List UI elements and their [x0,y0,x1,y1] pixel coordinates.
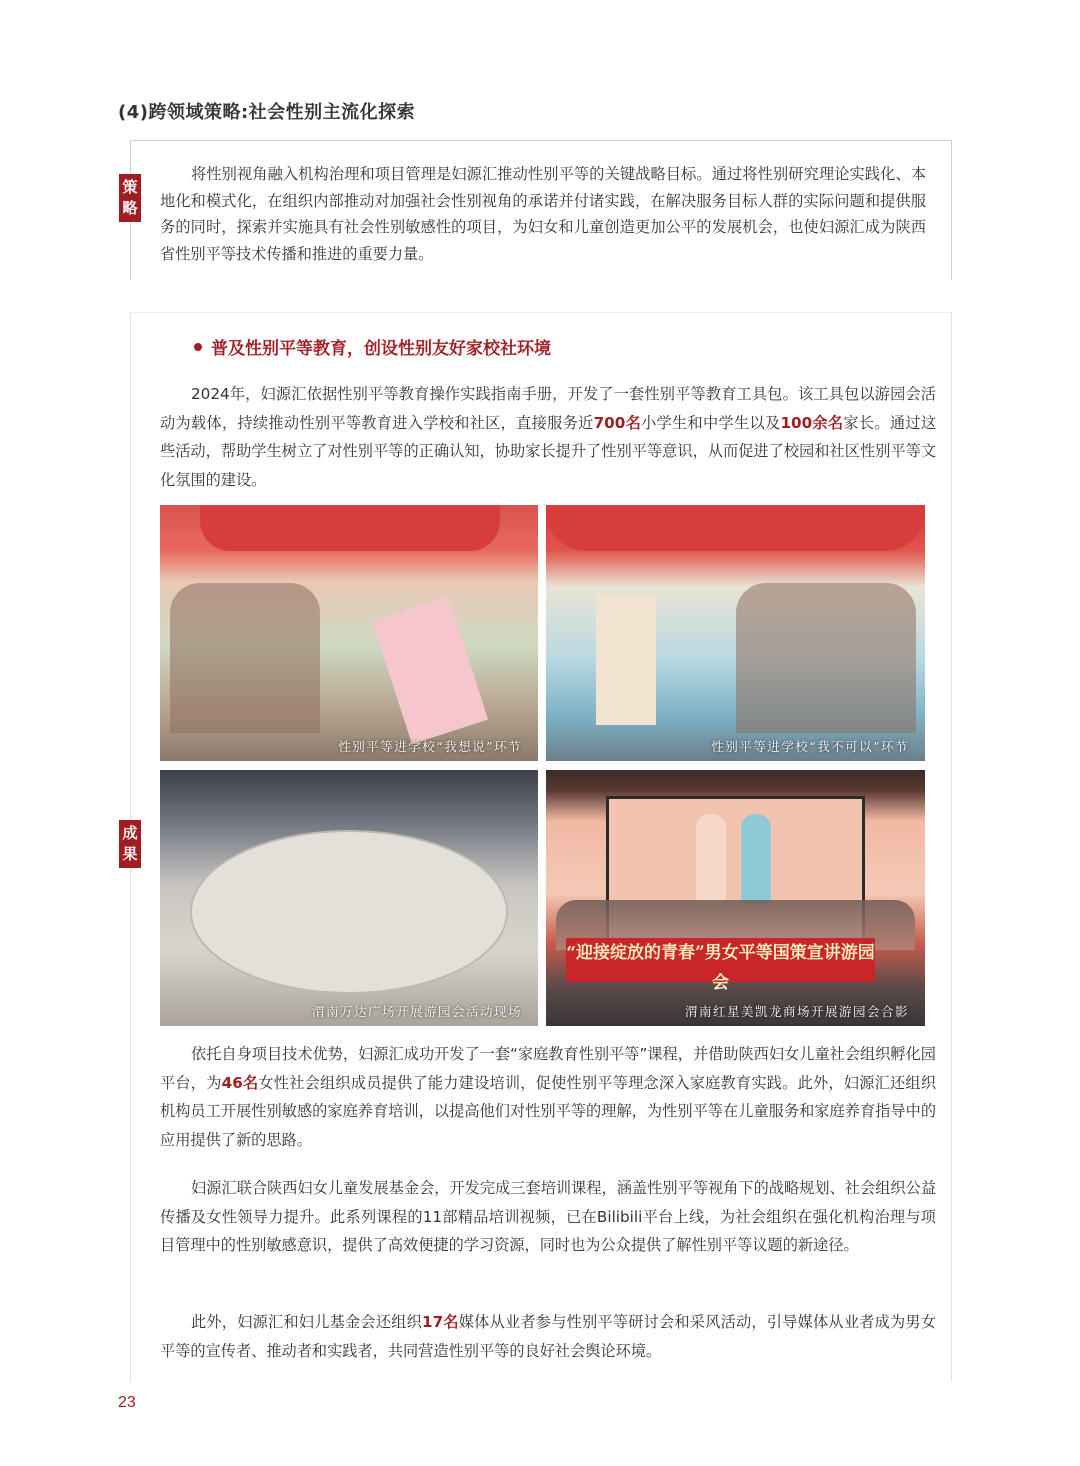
display-board [372,596,488,744]
photo-caption: 性别平等进学校“我想说”环节 [338,739,522,754]
paragraph-training-courses: 妇源汇联合陕西妇女儿童发展基金会，开发完成三套培训课程，涵盖性别平等视角下的战略规划、社会组织公益传播及女性领导力提升。此系列课程的11部精品培训视频，已在Bilibili平台上线，为社会组织在强化机构治理与项目管理中的性别敏感意识，提供了高效便捷的学习资源，同时也为公众提供了解性别平等议题的新途径。 [160,1179,936,1254]
para4-text-1: 此外，妇源汇和妇儿基金会还组织 [191,1313,423,1331]
para1-text-1: 2024年，妇源汇依据性别平等教育操作实践指南手册，开发了一套性别平等教育工具包。该工具包以游园会活动为载体，持续推动性别平等教育进入学校和社区，直接服务近 [160,385,936,432]
highlight-46: 46名 [221,1073,259,1092]
section-heading: (4)跨领域策略:社会性别主流化探索 [118,102,416,123]
paragraph-family-education [160,1040,936,1154]
photo-wanda-plaza [160,770,538,1026]
highlight-100: 100余名 [780,413,844,432]
bullet-dot-icon [194,343,202,351]
highlight-700: 700名 [593,413,642,432]
event-banner: “迎接绽放的青春”男女平等国策宣讲游园会 [566,938,875,982]
strategy-tag: 策略 [119,174,141,222]
para1-text-3: 家长。通过这些活动，帮助学生树立了对性别平等的正确认知，协助家长提升了性别平等意识，从而促进了校园和社区性别平等文化氛围的建设。 [160,413,937,489]
para2-text-2: 女性社会组织成员提供了能力建设培训，促使性别平等理念深入家庭教育实践。此外，妇源汇还组织机构员工开展性别敏感的家庭养育培训，以提高他们对性别平等的理解，为性别平等在儿童服务和家庭养育指导中的应用提供了新的思路。 [160,1073,937,1149]
paragraph-education [160,380,936,494]
bullet-heading-text: 普及性别平等教育，创设性别友好家校社环境 [211,339,551,359]
results-tag: 成果 [119,820,141,868]
people-group [736,583,916,733]
highlight-17: 17名 [422,1313,459,1331]
cutout-figure [596,595,656,725]
photo-school-i-cannot [546,505,925,761]
photo-caption: 渭南万达广场开展游园会活动现场 [311,1004,522,1019]
cartoon-figure [696,814,726,904]
para2-text-1: 依托自身项目技术优势，妇源汇成功开发了一套“家庭教育性别平等”课程，并借助陕西妇女儿童社会组织孵化园平台，为 [160,1045,936,1092]
photo-school-i-want-to-say [160,505,538,761]
bullet-heading [194,334,551,359]
cartoon-figure [741,814,771,904]
paragraph-media [160,1308,936,1365]
people-group [170,583,320,733]
tent-canopy [546,505,925,551]
photo-red-star-group [546,770,925,1026]
tent-canopy [200,505,500,551]
photo-caption: 渭南红星美凯龙商场开展游园会合影 [684,1004,909,1019]
para4-text-2: 媒体从业者参与性别平等研讨会和采风活动，引导媒体从业者成为男女平等的宣传者、推动者和实践者，共同营造性别平等的良好社会舆论环境。 [160,1313,937,1360]
page-number: 23 [118,1394,136,1411]
para1-text-2: 小学生和中学生以及 [641,413,781,432]
strategy-text: 将性别视角融入机构治理和项目管理是妇源汇推动性别平等的关键战略目标。通过将性别研究理论实践化、本地化和模式化，在组织内部推动对加强社会性别视角的承诺并付诸实践，在解决服务目标人群的实际问题和提供服务的同时，探索并实施具有社会性别敏感性的项目，为妇女和儿童创造更加公平的发展机会，也使妇源汇成为陕西省性别平等技术传播和推进的重要力量。 [160,165,926,263]
atrium-floor [190,830,508,994]
photo-caption: 性别平等进学校“我不可以”环节 [711,739,909,754]
